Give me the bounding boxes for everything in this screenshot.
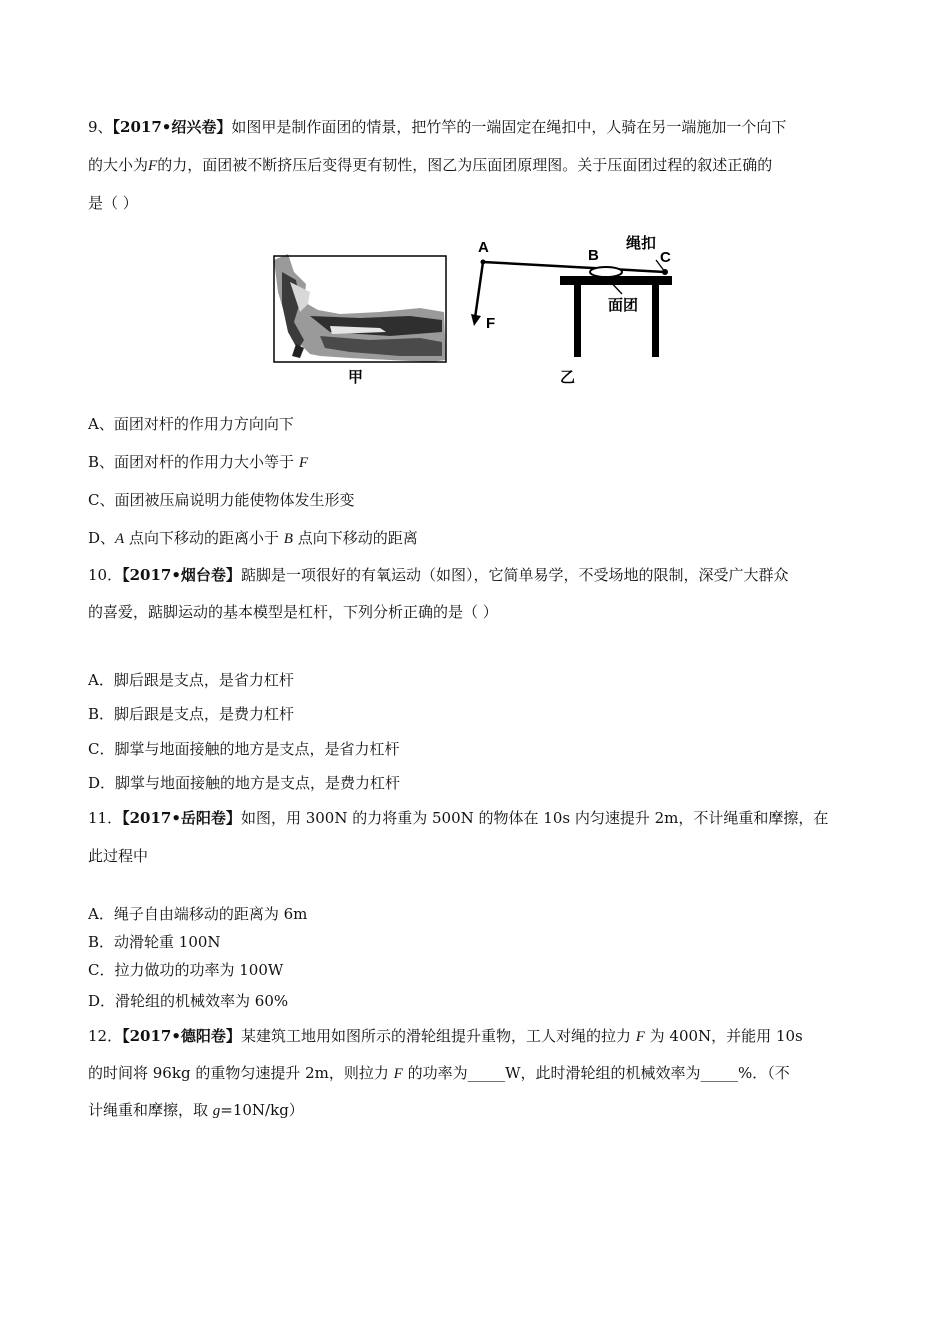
q11-option-d-text: D．滑轮组的机械效率为 60% [88,992,289,1010]
figure-label-jia: 甲 [348,369,364,386]
q12-var-g: g [212,1103,221,1119]
q9-option-d-mid: 点向下移动的距离小于 [124,529,284,547]
q10-option-b-text: B．脚后跟是支点，是费力杠杆 [88,705,295,723]
q11-option-a-text: A．绳子自由端移动的距离为 6m [88,905,308,923]
q10-line-2 [88,602,498,622]
q12-text-3b: =10N/kg） [220,1101,304,1119]
q10-option-c-text: C．脚掌与地面接触的地方是支点，是省力杠杆 [88,740,400,758]
q10-number: 10． [88,566,123,584]
q9-option-b-prefix: B、 [88,453,115,471]
q12-var-f-2: F [393,1066,403,1082]
photo-jia [274,254,446,362]
q9-option-b [88,452,308,473]
q12-text-3a: 计绳重和摩擦，取 [88,1101,213,1119]
q9-option-d-tail: 点向下移动的距离 [292,529,418,547]
q9-text-2b: 的力，面团被不断挤压后变得更有韧性，图乙为压面团原理图。关于压面团过程的叙述正确的 [157,156,773,174]
q9-option-d-var-b: B [283,531,293,547]
figure-label-miantuan: 面团 [608,297,639,314]
q9-text-2a: 的大小为 [88,156,149,174]
q9-line-2 [88,155,772,176]
q9-source: 【2017•绍兴卷】 [112,118,232,136]
diagram-yi [471,260,672,358]
q12-text-1a: 某建筑工地用如图所示的滑轮组提升重物，工人对绳的拉力 [240,1027,636,1045]
q9-option-c-text: 面团被压扁说明力能使物体发生形变 [114,491,355,509]
q12-text-2c: W，此时滑轮组的机械效率为 [505,1064,701,1082]
q11-text-2: 此过程中 [88,847,149,865]
figure-label-b: B [588,247,599,264]
q9-option-a-prefix: A、 [88,415,114,433]
q12-text-1b: 为 400N，并能用 10s [644,1027,803,1045]
q9-option-c [88,490,355,510]
figure-label-c: C [660,249,671,266]
q9-line-1 [88,117,786,137]
q11-line-1 [88,808,828,828]
q9-option-d [88,528,418,549]
q11-option-c [88,960,283,980]
q10-option-b [88,704,294,724]
q12-text-2a: 的时间将 96kg 的重物匀速提升 2m，则拉力 [88,1064,394,1082]
q9-option-d-var-a: A [115,531,125,547]
q12-line-3 [88,1100,304,1121]
q9-figure-svg [270,232,690,392]
q9-option-c-prefix: C、 [88,491,115,509]
q10-option-d [88,773,400,793]
q9-option-a-text: 面团对杆的作用力方向向下 [113,415,294,433]
q10-text-1: 踮脚是一项很好的有氧运动（如图），它简单易学，不受场地的限制，深受广大群众 [240,566,789,584]
q12-var-f-1: F [635,1029,645,1045]
q9-line-3 [88,193,138,213]
q11-text-1: 如图，用 300N 的力将重为 500N 的物体在 10s 内匀速提升 2m，不计绳重和摩擦，在 [240,809,829,827]
figure-label-shengkou: 绳扣 [626,235,657,252]
q12-blank-power[interactable]: _____ [467,1064,506,1082]
q12-number: 12． [88,1027,123,1045]
q12-line-1 [88,1026,803,1047]
q9-option-b-text: 面团对杆的作用力大小等于 [114,453,299,471]
q10-option-a [88,670,294,690]
q9-number: 9、 [88,118,113,136]
figure-label-yi: 乙 [560,369,576,386]
q9-text-1: 如图甲是制作面团的情景，把竹竿的一端固定在绳扣中，人骑在另一端施加一个向下 [231,118,787,136]
q10-source: 【2017•烟台卷】 [122,566,241,584]
q9-option-b-var: F [298,455,308,471]
q10-text-2: 的喜爱，踮脚运动的基本模型是杠杆，下列分析正确的是（ ） [88,603,498,621]
q12-line-2 [88,1063,790,1084]
q10-option-a-text: A．脚后跟是支点，是省力杠杆 [88,671,294,689]
q12-source: 【2017•德阳卷】 [122,1027,241,1045]
q9-text-3: 是（ ） [88,194,138,212]
q11-number: 11． [88,809,123,827]
q9-var-f: F [148,158,158,174]
q11-option-b-text: B．动滑轮重 100N [88,933,221,951]
figure-label-a: A [478,239,489,256]
q9-figure [270,232,690,392]
q12-blank-efficiency[interactable]: _____ [700,1064,738,1082]
q9-option-d-prefix: D、 [88,529,116,547]
q9-option-a [88,414,294,434]
q12-text-2d: %．（不 [738,1064,790,1082]
q11-option-d [88,991,288,1011]
q11-line-2 [88,846,148,866]
q11-option-b [88,932,221,952]
q11-option-a [88,904,307,924]
figure-label-f: F [486,315,496,332]
q10-option-d-text: D．脚掌与地面接触的地方是支点，是费力杠杆 [88,774,401,792]
q12-text-2b: 的功率为 [402,1064,468,1082]
q10-option-c [88,739,399,759]
q11-option-c-text: C．拉力做功的功率为 100W [88,961,284,979]
q10-line-1 [88,565,788,585]
q11-source: 【2017•岳阳卷】 [122,809,241,827]
